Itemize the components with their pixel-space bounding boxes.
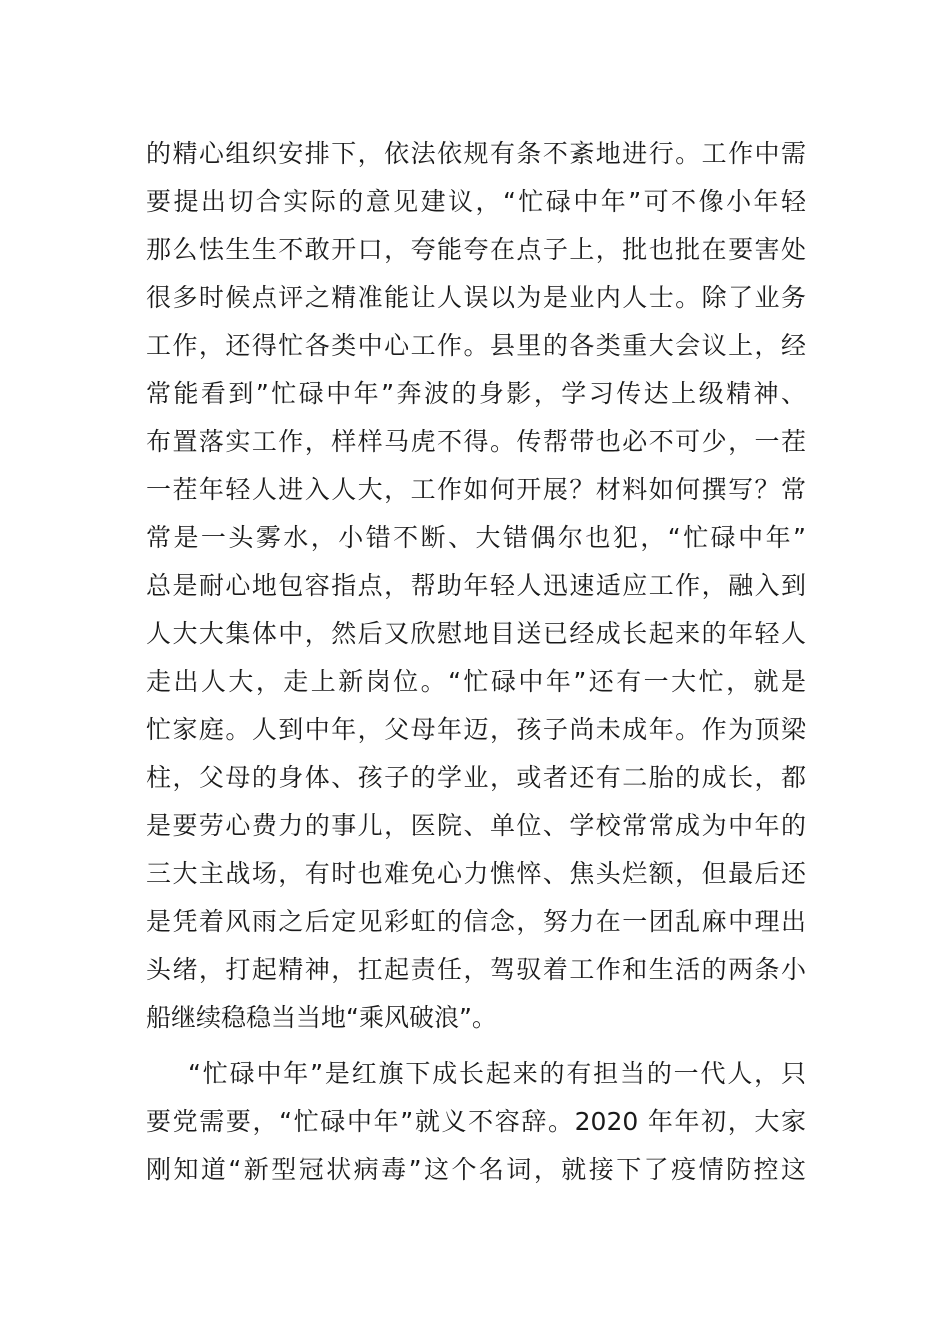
text-line: 忙家庭。人到中年，父母年迈，孩子尚未成年。作为顶梁 xyxy=(146,715,806,744)
text-line: “忙碌中年”是红旗下成长起来的有担当的一代人，只 xyxy=(188,1059,806,1088)
text-line: 要提出切合实际的意见建议，“忙碌中年”可不像小年轻 xyxy=(146,187,806,216)
text-line: 常能看到”忙碌中年”奔波的身影，学习传达上级精神、 xyxy=(146,379,806,408)
text-line: 柱，父母的身体、孩子的学业，或者还有二胎的成长，都 xyxy=(146,763,806,792)
text-line: 三大主战场，有时也难免心力憔悴、焦头烂额，但最后还 xyxy=(146,859,806,888)
text-line: 很多时候点评之精准能让人误以为是业内人士。除了业务 xyxy=(146,283,806,312)
text-line: 是凭着风雨之后定见彩虹的信念，努力在一团乱麻中理出 xyxy=(146,907,806,936)
text-line: 是要劳心费力的事儿，医院、单位、学校常常成为中年的 xyxy=(146,811,806,840)
text-line: 工作，还得忙各类中心工作。县里的各类重大会议上，经 xyxy=(146,331,806,360)
text-line: 布置落实工作，样样马虎不得。传帮带也必不可少，一茬 xyxy=(146,427,806,456)
text-line: 人大大集体中，然后又欣慰地目送已经成长起来的年轻人 xyxy=(146,619,806,648)
text-line: 总是耐心地包容指点，帮助年轻人迅速适应工作，融入到 xyxy=(146,571,806,600)
text-line: 常是一头雾水，小错不断、大错偶尔也犯，“忙碌中年” xyxy=(146,523,806,552)
text-line: 刚知道“新型冠状病毒”这个名词，就接下了疫情防控这 xyxy=(146,1155,806,1184)
text-line: 头绪，打起精神，扛起责任，驾驭着工作和生活的两条小 xyxy=(146,955,806,984)
text-line: 走出人大，走上新岗位。“忙碌中年”还有一大忙，就是 xyxy=(146,667,806,696)
text-line: 那么怯生生不敢开口，夸能夸在点子上，批也批在要害处 xyxy=(146,235,806,264)
text-line: 船继续稳稳当当地“乘风破浪”。 xyxy=(146,1003,497,1032)
text-line: 一茬年轻人进入人大，工作如何开展？材料如何撰写？常 xyxy=(146,475,806,504)
text-line: 的精心组织安排下，依法依规有条不紊地进行。工作中需 xyxy=(146,139,806,168)
text-line: 要党需要，“忙碌中年”就义不容辞。2020 年年初，大家 xyxy=(146,1107,806,1136)
